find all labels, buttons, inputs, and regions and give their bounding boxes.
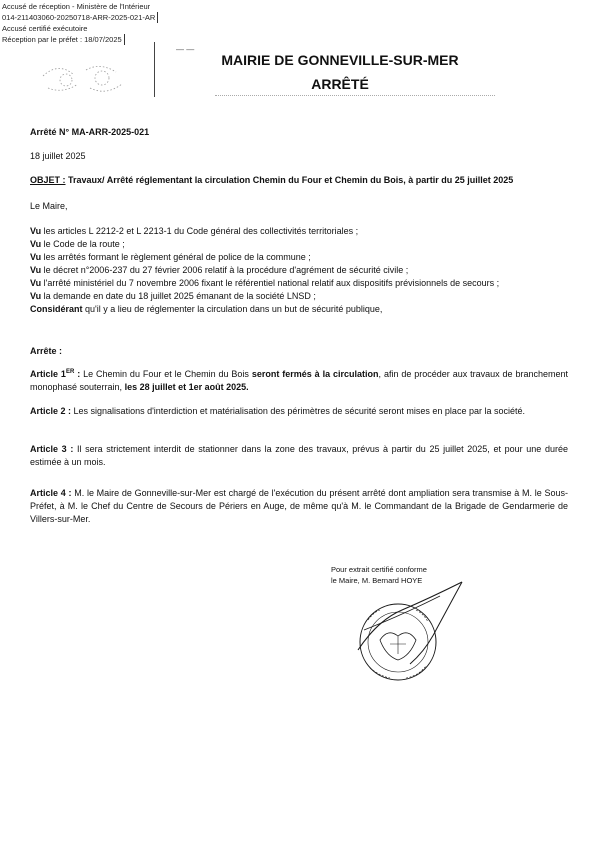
arrete-heading: ARRÊTÉ — [311, 76, 369, 92]
mairie-title: MAIRIE DE GONNEVILLE-SUR-MER — [221, 52, 459, 68]
official-seal-and-signature — [340, 580, 480, 690]
arrete-date: 18 juillet 2025 — [30, 151, 86, 161]
le-maire: Le Maire, — [30, 201, 68, 211]
header-rule — [215, 95, 495, 97]
article-1: Article 1ER : Le Chemin du Four et le Chemin du Bois seront fermés à la circulation, afin de procéder aux travaux de branchement monophasé souterrain, les 28 juillet et 1er août 2025. — [30, 369, 568, 392]
article-2: Article 2 : Les signalisations d'interdiction et matérialisation des périmètres de sécurité seront mises en place par la société. — [30, 406, 525, 416]
visa-item: Vu le Code de la route ; — [30, 239, 125, 249]
visa-item: Vu les arrêtés formant le règlement général de police de la commune ; — [30, 252, 311, 262]
arrete-number: Arrêté N° MA-ARR-2025-021 — [30, 127, 150, 137]
visa-item: Vu le décret n°2006-237 du 27 février 2006 relatif à la procédure d'agrément de sécurité civile ; — [30, 265, 409, 275]
visa-item: Vu l'arrêté ministériel du 7 novembre 2006 fixant le référentiel national relatif aux dispositifs prévisionnels de secours ; — [30, 278, 500, 288]
stamp-line-1: Accusé de réception - Ministère de l'Intérieur — [2, 2, 151, 11]
town-crest-logo — [38, 58, 128, 98]
visa-item: Vu les articles L 2212-2 et L 2213-1 du Code général des collectivités territoriales ; — [30, 226, 359, 236]
visa-item: Vu la demande en date du 18 juillet 2025 émanant de la société LNSD ; — [30, 291, 316, 301]
article-3: Article 3 : Il sera strictement interdit de stationner dans la zone des travaux, prévus à partir du 25 juillet 2025, et pour une durée estimée à un mois. — [30, 444, 568, 467]
reception-stamp — [2, 1, 158, 45]
arrete-label: Arrête : — [30, 346, 63, 356]
certification-line: Pour extrait certifié conforme — [331, 565, 427, 574]
stamp-line-4: Réception par le préfet : 18/07/2025 — [2, 34, 125, 45]
header-dash-mark: — — — [176, 45, 195, 54]
article-4: Article 4 : M. le Maire de Gonneville-sur-Mer est chargé de l'exécution du présent arrêté dont ampliation sera transmise à M. le Sous-Préfet, à M. le Chef du Centre de Secours de Périers en Auge, de même qu'à M. le Commandant de la Brigade de Gendarmerie de Villers-sur-Mer. — [30, 488, 568, 524]
object-label: OBJET : — [30, 175, 66, 185]
signatory-name: le Maire, M. Bernard HOYE — [331, 576, 423, 585]
object-line — [30, 174, 568, 187]
stamp-line-2: 014-211403060-20250718-ARR-2025-021-AR — [2, 12, 158, 23]
visas-list — [30, 225, 568, 316]
considerant-item: Considérant qu'il y a lieu de réglementer la circulation dans un but de sécurité publique, — [30, 304, 383, 314]
object-text: Travaux/ Arrêté réglementant la circulation Chemin du Four et Chemin du Bois, à partir du 25 juillet 2025 — [65, 175, 514, 185]
stamp-line-3: Accusé certifié exécutoire — [2, 24, 88, 33]
